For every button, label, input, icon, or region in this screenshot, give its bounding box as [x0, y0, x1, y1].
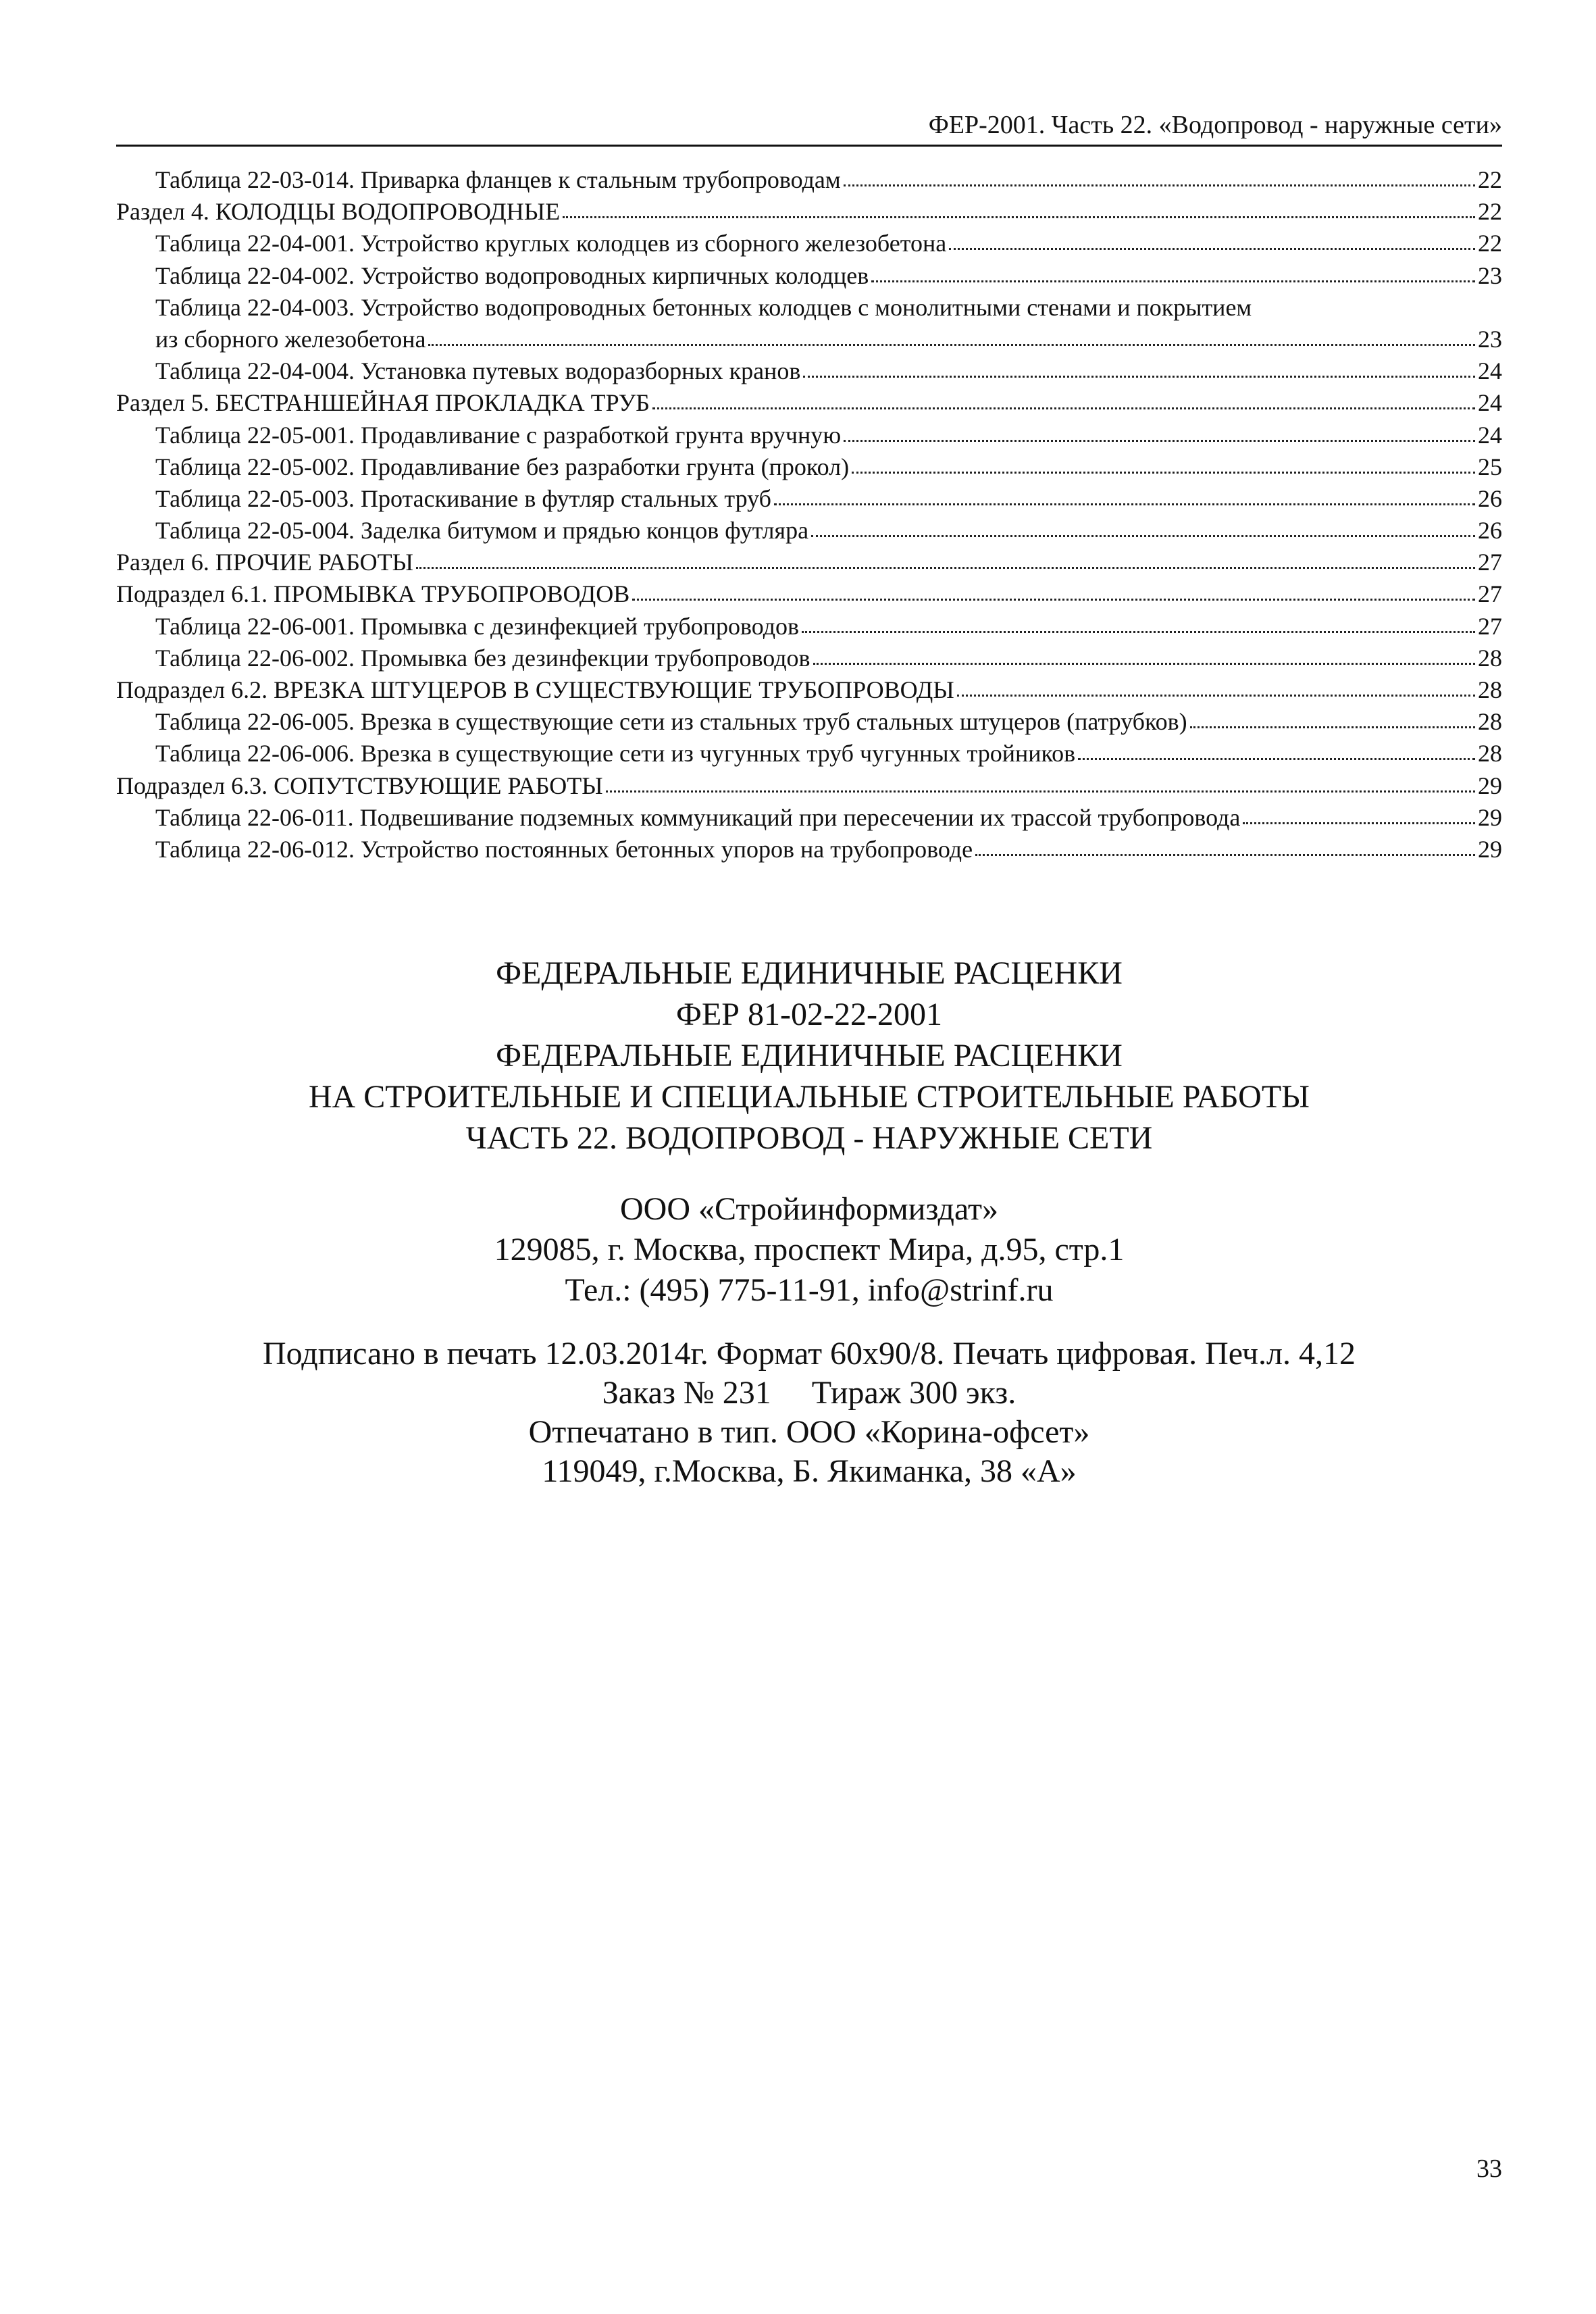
- toc-entry-text: Таблица 22-03-014. Приварка фланцев к стальным трубопроводам: [155, 166, 841, 193]
- dot-leader: [957, 695, 1475, 697]
- toc-page-number: 29: [1478, 803, 1502, 831]
- toc-page-number: 22: [1478, 166, 1502, 193]
- dot-leader: [802, 631, 1475, 633]
- toc-page-number: 28: [1478, 644, 1502, 672]
- dot-leader: [652, 407, 1475, 409]
- toc-page-number: 29: [1478, 835, 1502, 863]
- dot-leader: [1190, 726, 1475, 728]
- table-of-contents: [116, 164, 1502, 865]
- toc-entry-text: Таблица 22-06-006. Врезка в существующие сети из чугунных труб чугунных тройников: [155, 740, 1076, 768]
- toc-page-number: 23: [1478, 325, 1502, 353]
- toc-section-entry[interactable]: [116, 387, 1502, 419]
- toc-entry-text: Таблица 22-05-002. Продавливание без разработки грунта (прокол): [155, 453, 850, 480]
- toc-entry-text: Таблица 22-05-001. Продавливание с разработкой грунта вручную: [155, 421, 842, 449]
- toc-page-number: 24: [1478, 357, 1502, 385]
- toc-table-entry[interactable]: [116, 420, 1502, 451]
- toc-entry-text: Таблица 22-04-002. Устройство водопроводных кирпичных колодцев: [155, 261, 869, 289]
- dot-leader: [774, 503, 1475, 505]
- toc-page-number: 27: [1478, 580, 1502, 608]
- toc-table-entry[interactable]: [116, 611, 1502, 643]
- dot-leader: [803, 376, 1475, 378]
- toc-entry-text: Таблица 22-06-011. Подвешивание подземных коммуникаций при пересечении их трассой трубопровода: [155, 803, 1241, 831]
- toc-table-entry[interactable]: [116, 643, 1502, 674]
- toc-page-number: 22: [1478, 198, 1502, 226]
- toc-section-entry[interactable]: [116, 770, 1502, 802]
- toc-page-number: 26: [1478, 517, 1502, 545]
- toc-table-entry[interactable]: [116, 451, 1502, 483]
- dot-leader: [975, 854, 1475, 856]
- dot-leader: [563, 216, 1475, 218]
- title-line: ФЕДЕРАЛЬНЫЕ ЕДИНИЧНЫЕ РАСЦЕНКИ: [496, 955, 1123, 991]
- toc-page-number: 29: [1478, 772, 1502, 799]
- dot-leader: [1243, 822, 1475, 824]
- toc-entry-text: Раздел 4. КОЛОДЦЫ ВОДОПРОВОДНЫЕ: [116, 198, 561, 226]
- page-number: 33: [1476, 2155, 1502, 2183]
- dot-leader: [813, 663, 1475, 665]
- toc-page-number: 24: [1478, 421, 1502, 449]
- toc-section-entry[interactable]: [116, 196, 1502, 228]
- toc-table-entry[interactable]: [116, 802, 1502, 834]
- running-header: [116, 108, 1502, 147]
- dot-leader: [852, 472, 1475, 474]
- publisher-contacts: Тел.: (495) 775-11-91, info@strinf.ru: [565, 1272, 1054, 1308]
- toc-section-entry[interactable]: [116, 547, 1502, 578]
- title-line: НА СТРОИТЕЛЬНЫЕ И СПЕЦИАЛЬНЫЕ СТРОИТЕЛЬНЫЕ РАБОТЫ: [308, 1079, 1310, 1115]
- toc-page-number: 27: [1478, 549, 1502, 576]
- toc-table-entry[interactable]: [116, 706, 1502, 738]
- dot-leader: [844, 440, 1475, 442]
- imprint-block: [116, 1334, 1502, 1491]
- toc-entry-text: Таблица 22-06-002. Промывка без дезинфекции трубопроводов: [155, 644, 810, 672]
- toc-table-entry[interactable]: [116, 515, 1502, 547]
- toc-page-number: 28: [1478, 676, 1502, 703]
- toc-section-entry[interactable]: [116, 674, 1502, 706]
- toc-table-entry[interactable]: [116, 324, 1502, 355]
- imprint-printer-address: 119049, г.Москва, Б. Якиманка, 38 «А»: [542, 1453, 1077, 1489]
- imprint-signed: Подписано в печать 12.03.2014г. Формат 60х90/8. Печать цифровая. Печ.л. 4,12: [263, 1336, 1356, 1372]
- dot-leader: [811, 535, 1475, 537]
- toc-entry-text: из сборного железобетона: [155, 325, 426, 353]
- dot-leader: [416, 567, 1475, 569]
- toc-table-entry[interactable]: [116, 738, 1502, 770]
- toc-page-number: 24: [1478, 389, 1502, 417]
- title-line: ФЕДЕРАЛЬНЫЕ ЕДИНИЧНЫЕ РАСЦЕНКИ: [496, 1038, 1123, 1074]
- toc-section-entry[interactable]: [116, 578, 1502, 610]
- toc-page-number: 25: [1478, 453, 1502, 480]
- toc-page-number: 26: [1478, 484, 1502, 512]
- toc-entry-text: Таблица 22-04-001. Устройство круглых колодцев из сборного железобетона: [155, 230, 947, 257]
- dot-leader: [949, 248, 1475, 250]
- running-title: ФЕР-2001. Часть 22. «Водопровод - наружные сети»: [928, 111, 1502, 139]
- dot-leader: [1078, 758, 1475, 760]
- dot-leader: [871, 280, 1475, 282]
- toc-table-entry[interactable]: [116, 834, 1502, 865]
- toc-entry-text: Таблица 22-04-004. Установка путевых водоразборных кранов: [155, 357, 801, 385]
- toc-page-number: 22: [1478, 230, 1502, 257]
- toc-page-number: 27: [1478, 612, 1502, 640]
- toc-entry-text: Таблица 22-06-012. Устройство постоянных бетонных упоров на трубопроводе: [155, 835, 973, 863]
- toc-page-number: 28: [1478, 708, 1502, 736]
- toc-table-entry[interactable]: [116, 355, 1502, 387]
- imprint-printed: Отпечатано в тип. ООО «Корина-офсет»: [528, 1414, 1090, 1450]
- title-line: ФЕР 81-02-22-2001: [676, 997, 942, 1032]
- title-line: ЧАСТЬ 22. ВОДОПРОВОД - НАРУЖНЫЕ СЕТИ: [465, 1120, 1153, 1156]
- toc-table-entry[interactable]: [116, 228, 1502, 259]
- toc-entry-text: Подраздел 6.2. ВРЕЗКА ШТУЦЕРОВ В СУЩЕСТВУЮЩИЕ ТРУБОПРОВОДЫ: [116, 676, 954, 703]
- toc-page-number: 28: [1478, 740, 1502, 768]
- dot-leader: [844, 184, 1475, 186]
- toc-entry-text: Таблица 22-06-005. Врезка в существующие сети из стальных труб стальных штуцеров (патрубков): [155, 708, 1187, 736]
- title-block: [116, 953, 1502, 1159]
- publisher-address: 129085, г. Москва, проспект Мира, д.95, стр.1: [494, 1232, 1125, 1267]
- toc-entry-text: Раздел 6. ПРОЧИЕ РАБОТЫ: [116, 549, 413, 576]
- dot-leader: [428, 344, 1475, 346]
- toc-entry-text: Таблица 22-06-001. Промывка с дезинфекцией трубопроводов: [155, 612, 800, 640]
- toc-entry-text: Подраздел 6.3. СОПУТСТВУЮЩИЕ РАБОТЫ: [116, 772, 603, 799]
- publisher-block: [116, 1189, 1502, 1311]
- toc-page-number: 23: [1478, 261, 1502, 289]
- publisher-name: ООО «Стройинформиздат»: [620, 1191, 998, 1227]
- dot-leader: [606, 790, 1475, 793]
- dot-leader: [632, 599, 1475, 601]
- toc-entry-text: Таблица 22-04-003. Устройство водопроводных бетонных колодцев с монолитными стенами и покрытием: [155, 293, 1252, 321]
- toc-entry-text: Таблица 22-05-003. Протаскивание в футляр стальных труб: [155, 484, 771, 512]
- imprint-order: Заказ № 231 Тираж 300 экз.: [602, 1375, 1016, 1411]
- toc-entry-text: Раздел 5. БЕСТРАНШЕЙНАЯ ПРОКЛАДКА ТРУБ: [116, 389, 650, 417]
- toc-table-entry[interactable]: [116, 164, 1502, 196]
- toc-table-entry[interactable]: [116, 483, 1502, 515]
- toc-table-entry[interactable]: [116, 260, 1502, 292]
- toc-entry-text: Таблица 22-05-004. Заделка битумом и прядью концов футляра: [155, 517, 809, 545]
- toc-entry-text: Подраздел 6.1. ПРОМЫВКА ТРУБОПРОВОДОВ: [116, 580, 630, 608]
